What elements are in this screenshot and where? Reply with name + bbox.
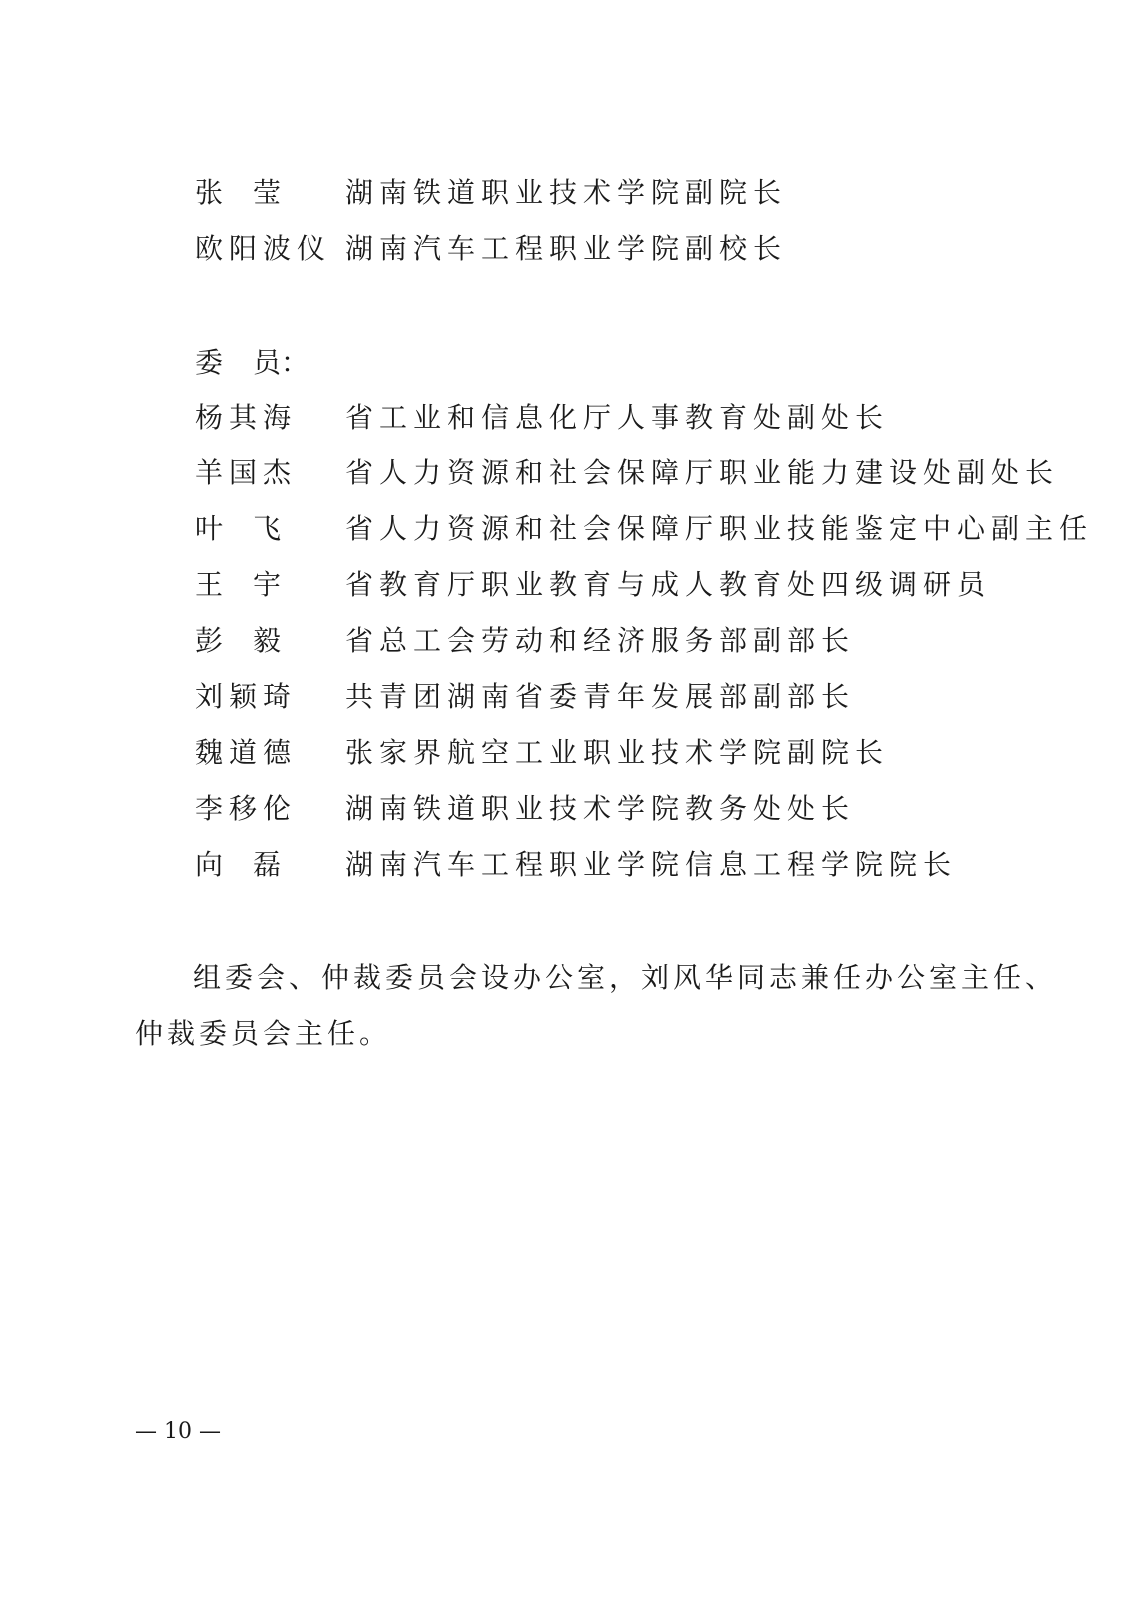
person-title: 湖南汽车工程职业学院副校长 bbox=[345, 232, 788, 265]
person-title: 湖南铁道职业技术学院教务处处长 bbox=[345, 792, 856, 825]
person-title: 省总工会劳动和经济服务部副部长 bbox=[345, 624, 856, 657]
name-char: 毅 bbox=[253, 624, 282, 657]
name-char: 张 bbox=[195, 176, 224, 209]
label-char: 员 bbox=[253, 346, 282, 379]
page-number: — 10 — bbox=[135, 1419, 221, 1444]
person-title: 省工业和信息化厅人事教育处副处长 bbox=[345, 401, 890, 434]
person-title: 省教育厅职业教育与成人教育处四级调研员 bbox=[345, 568, 992, 601]
person-name: 羊国杰 bbox=[195, 456, 298, 489]
person-title: 共青团湖南省委青年发展部副部长 bbox=[345, 680, 856, 713]
name-char: 莹 bbox=[253, 176, 282, 209]
name-char: 磊 bbox=[253, 848, 282, 881]
person-name: 魏道德 bbox=[195, 736, 298, 769]
name-char: 向 bbox=[195, 848, 224, 881]
person-title: 张家界航空工业职业技术学院副院长 bbox=[345, 736, 890, 769]
name-char: 飞 bbox=[253, 512, 282, 545]
name-char: 彭 bbox=[195, 624, 224, 657]
person-title: 省人力资源和社会保障厅职业能力建设处副处长 bbox=[345, 456, 1060, 489]
label-colon: ： bbox=[281, 346, 310, 379]
name-char: 叶 bbox=[195, 512, 224, 545]
paragraph-line: 仲裁委员会主任。 bbox=[135, 1017, 392, 1050]
person-title: 湖南汽车工程职业学院信息工程学院院长 bbox=[345, 848, 958, 881]
paragraph-line: 组委会、仲裁委员会设办公室，刘风华同志兼任办公室主任、 bbox=[193, 961, 1058, 994]
person-name: 刘颖琦 bbox=[195, 680, 298, 713]
name-char: 王 bbox=[195, 568, 224, 601]
person-name: 欧阳波仪 bbox=[195, 232, 332, 265]
person-title: 湖南铁道职业技术学院副院长 bbox=[345, 176, 788, 209]
label-char: 委 bbox=[195, 346, 224, 379]
office-paragraph bbox=[135, 950, 1058, 1062]
person-name: 李移伦 bbox=[195, 792, 298, 825]
name-char: 宇 bbox=[253, 568, 282, 601]
person-name: 杨其海 bbox=[195, 401, 298, 434]
person-title: 省人力资源和社会保障厅职业技能鉴定中心副主任 bbox=[345, 512, 1094, 545]
